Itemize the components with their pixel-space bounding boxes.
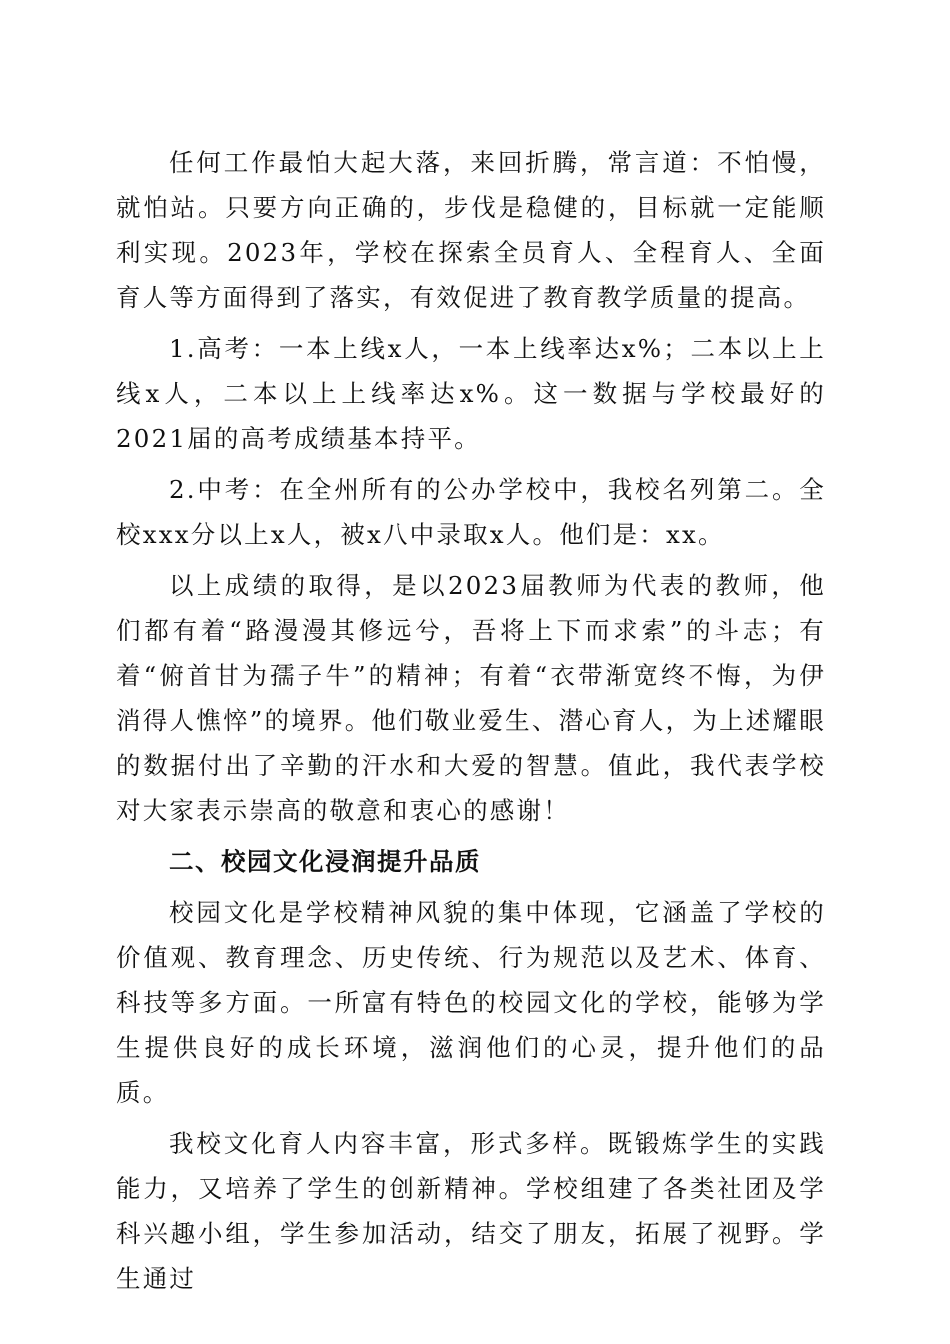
paragraph-gaokao: 1.高考：一本上线x人，一本上线率达x%；二本以上上线x人，二本以上上线率达x%。这一数据与学校最好的2021届的高考成绩基本持平。 [116,334,826,453]
paragraph-campus-culture: 校园文化是学校精神风貌的集中体现，它涵盖了学校的价值观、教育理念、历史传统、行为规范以及艺术、体育、科技等多方面。一所富有特色的校园文化的学校，能够为学生提供良好的成长环境，滋润他们的心灵，提升他们的品质。 [116,898,826,1107]
paragraph-zhongkao: 2.中考：在全州所有的公办学校中，我校名列第二。全校xxx分以上x人，被x八中录取x人。他们是：xx。 [116,475,826,549]
paragraph-teachers: 以上成绩的取得，是以2023届教师为代表的教师，他们都有着“路漫漫其修远兮，吾将上下而求索”的斗志；有着“俯首甘为孺子牛”的精神；有着“衣带渐宽终不悔，为伊消得人憔悴”的境界。他们敬业爱生、潜心育人，为上述耀眼的数据付出了辛勤的汗水和大爱的智慧。值此，我代表学校对大家表示崇高的敬意和衷心的感谢！ [116,571,826,825]
document-body [116,140,826,1307]
paragraph-culture-activities: 我校文化育人内容丰富，形式多样。既锻炼学生的实践能力，又培养了学生的创新精神。学校组建了各类社团及学科兴趣小组，学生参加活动，结交了朋友，拓展了视野。学生通过 [116,1129,826,1293]
section-heading: 二、校园文化浸润提升品质 [169,847,481,876]
paragraph-intro: 任何工作最怕大起大落，来回折腾，常言道：不怕慢，就怕站。只要方向正确的，步伐是稳健的，目标就一定能顺利实现。2023年，学校在探索全员育人、全程育人、全面育人等方面得到了落实，有效促进了教育教学质量的提高。 [116,148,826,312]
